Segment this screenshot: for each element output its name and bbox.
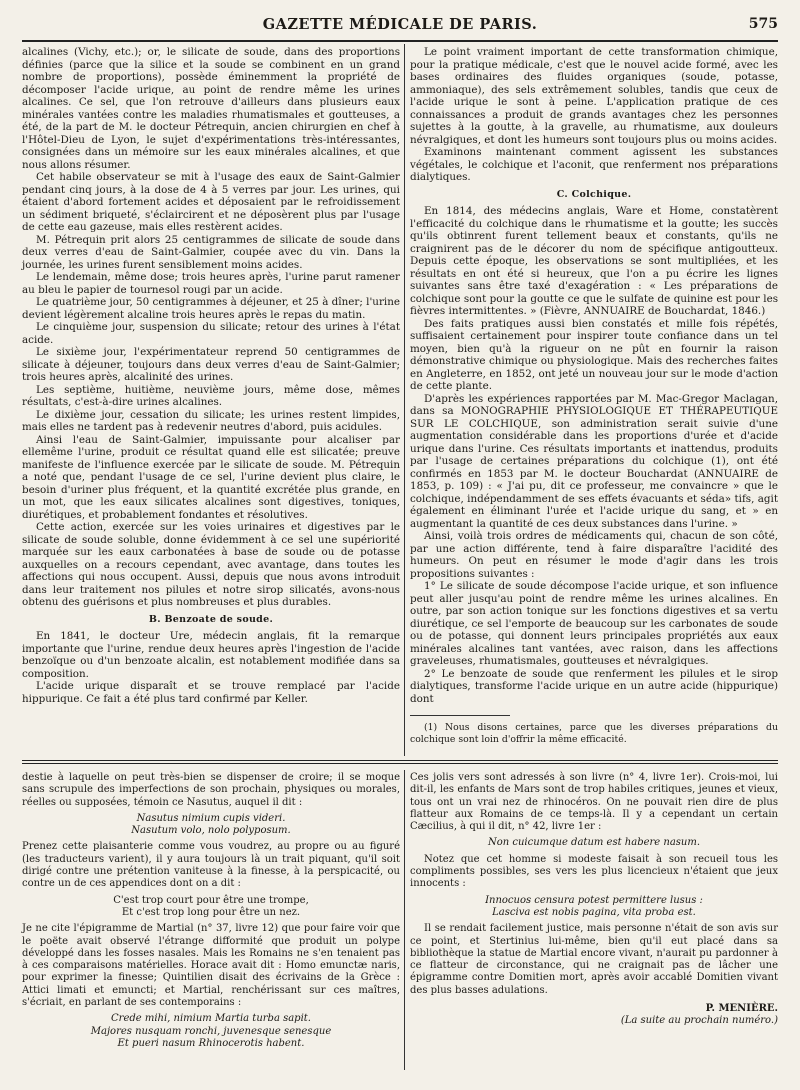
left-column (22, 46, 400, 705)
paragraph: Prenez cette plaisanterie comme vous voudrez, au propre ou au figuré (les traducteurs varient), il y aura toujours là un trait piquant, qu'il soit dirigé contre une prétention vaniteuse à la finesse, à la perspicacité, ou contre un de ces appendices dont on a dit : (22, 841, 400, 890)
paragraph: Ainsi l'eau de Saint-Galmier, impuissante pour alcaliser par ellemême l'urine, produit ce résultat quand elle est silicatée; preuve manifeste de l'influence exercée par le silicate de soude. M. Pétrequin a noté que, pendant l'usage de ce sel, l'urine devient plus claire, le besoin d'uriner plus fréquent, et la quantité excrétée plus grande, en un mot, que les eaux silicates alcalines sont digestives, toniques, diurétiques, et probablement fondantes et résolutives. (22, 433, 400, 521)
paragraph: M. Pétrequin prit alors 25 centigrammes de silicate de soude dans deux verres d'eau de Saint-Galmier, coupée avec du vin. Dans la journée, les urines furent sensiblement moins acides. (22, 233, 400, 271)
verse-line: Nasutum volo, nolo polyposum. (131, 825, 291, 837)
paragraph: Le dixième jour, cessation du silicate; les urines restent limpides, mais elles ne tardent pas à redevenir neutres d'abord, puis acidules. (22, 408, 400, 433)
paragraph: Cet habile observateur se mit à l'usage des eaux de Saint-Galmier pendant cinq jours, à la dose de 4 à 5 verres par jour. Les urines, qui étaient d'abord fortement acides et déposaient par le refroidissement un sédiment briqueté, s'éclaircirent et ne déposèrent plus par l'usage de cette eau gazeuse, mais elles restèrent acides. (22, 171, 400, 233)
paragraph: alcalines (Vichy, etc.); or, le silicate de soude, dans des proportions définies (parce que la silice et la soude se combinent en un grand nombre de proportions), possède éminemment la propriété de décomposer l'acide urique, au point de rendre même les urines alcalines. Ce sel, que l'on retrouve d'ailleurs dans plusieurs eaux minérales vantées contre les maladies rhumatismales et goutteuses, a été, de la part de M. le docteur Pétrequin, ancien chirurgien en chef à l'Hôtel-Dieu de Lyon, le sujet d'expérimentations très-intéressantes, consignées dans un mémoire sur les eaux minérales alcalines, et que nous allons résumer. (22, 46, 400, 171)
verse-line: Lasciva est nobis pagina, vita proba est. (492, 906, 696, 918)
author-signature: P. MENIÈRE. (705, 1003, 778, 1015)
paragraph: destie à laquelle on peut très-bien se dispenser de croire; il se moque sans scrupule des imperfections de son prochain, physiques ou morales, réelles ou supposées, témoin ce Nasutus, auquel il dit : (22, 772, 400, 808)
footnote: (1) Nous disons certaines, parce que les diverses préparations du colchique sont loin d'offrir la même efficacité. (410, 722, 778, 745)
paragraph: Le point vraiment important de cette transformation chimique, pour la pratique médicale, c'est que le nouvel acide formé, avec les bases ordinaires des fluides organiques (soude, potasse, ammoniaque), des sels extrêmement solubles, tandis que ceux de l'acide urique le sont à peine. L'application pratique de ces connaissances a produit de grands avantages chez les personnes sujettes à la goutte, à la gravelle, au rhumatisme, aux douleurs névralgiques, et dont les humeurs sont toujours plus ou moins acides. (410, 46, 778, 146)
paragraph: Les septième, huitième, neuvième jours, même dose, mêmes résultats, c'est-à-dire urines alcalines. (22, 383, 400, 408)
paragraph: Ces jolis vers sont adressés à son livre (n° 4, livre 1er). Crois-moi, lui dit-il, les enfants de Mars sont de trop habiles critiques, jeunes et vieux, tous ont un vrai nez de rhinocéros. On ne pouvait rien dire de plus flatteur aux Romains de ce temps-là. Il y a cependant un certain Cæcilius, à qui il dit, n° 42, livre 1er : (410, 772, 778, 833)
column-divider (404, 44, 405, 756)
paragraph: Le cinquième jour, suspension du silicate; retour des urines à l'état acide. (22, 321, 400, 346)
footnote-rule (410, 715, 510, 716)
verse-line: Et c'est trop long pour être un nez. (121, 906, 301, 918)
right-column (410, 46, 778, 745)
feuilleton-rule-top (22, 760, 778, 761)
paragraph: Il se rendait facilement justice, mais personne n'était de son avis sur ce point, et Stertinius lui-même, bien qu'il eut placé dans sa bibliothèque la statue de Martial encore vivant, n'aurait pu pardonner à ce flatteur de circonstance, qui ne craignait pas de lâcher une épigramme contre Domitien mort, après avoir accablé Domitien vivant des plus basses adulations. (410, 923, 778, 996)
verse-line: C'est trop court pour être une trompe, (113, 894, 309, 906)
paragraph: Cette action, exercée sur les voies urinaires et digestives par le silicate de soude soluble, donne évidemment à ce sel une supériorité marquée sur les eaux carbonatées à base de soude ou de potasse auxquelles on a recours cependant, avec avantage, dans toutes les affections qui nous occupent. Aussi, depuis que nous avons introduit dans leur traitement nos pilules et notre sirop silicatés, avons-nous obtenu des guérisons et plus nombreuses et plus durables. (22, 521, 400, 608)
verse-line: Nasutus nimium cupis videri. (136, 812, 286, 824)
feuilleton-left-column (22, 772, 400, 1054)
paragraph: Le lendemain, même dose; trois heures après, l'urine parut ramener au bleu le papier de tournesol rougi par un acide. (22, 271, 400, 296)
verse-line: Majores nusquam ronchi, juvenesque senesque (90, 1025, 332, 1037)
paragraph: Le quatrième jour, 50 centigrammes à déjeuner, et 25 à dîner; l'urine devient légèrement alcaline trois heures après le repas du matin. (22, 296, 400, 321)
journal-title: GAZETTE MÉDICALE DE PARIS. (262, 16, 538, 33)
section-heading-benzoate: B. Benzoate de soude. (148, 613, 274, 625)
feuilleton-rule-bottom (22, 763, 778, 764)
paragraph: En 1814, des médecins anglais, Ware et Home, constatèrent l'efficacité du colchique dans le rhumatisme et la goutte; les succès qu'ils obtinrent furent tellement beaux et constants, qu'ils ne craignirent pas de le décorer du nom de spécifique antigoutteux. Depuis cette époque, les observations se sont multipliées, et les résultats en ont été si heureux, que l'on a pu écrire les lignes suivantes sans être taxé d'exagération : « Les préparations de colchique sont pour la goutte ce que le sulfate de quinine est pour les fièvres intermittentes. » (Fièvre, ANNUAIRE de Bouchardat, 1846.) (410, 205, 778, 317)
paragraph: Examinons maintenant comment agissent les substances végétales, le colchique et l'aconit, que renferment nos préparations dialytiques. (410, 146, 778, 183)
paragraph: Je ne cite l'épigramme de Martial (n° 37, livre 12) que pour faire voir que le poëte avait observé l'étrange difformité que produit un polype développé dans les fosses nasales. Mais les Romains ne s'en tenaient pas à ces comparaisons matérielles. Horace avait dit : Homo emunctæ naris, pour exprimer la finesse; Quintilien disait des écrivains de la Grèce : Attici limati et emuncti; et Martial, renchérissant sur ces maîtres, s'écriait, en parlant de ses contemporains : (22, 923, 400, 1009)
verse-line: Crede mihi, nimium Martia turba sapit. (111, 1013, 311, 1025)
paragraph: L'acide urique disparaît et se trouve remplacé par l'acide hippurique. Ce fait a été plus tard confirmé par Keller. (22, 680, 400, 705)
paragraph: Des faits pratiques aussi bien constatés et mille fois répétés, suffisaient certainement pour inspirer toute confiance dans un tel moyen, bien qu'à la rigueur on ne pût en fournir la raison démonstrative chimique ou physiologique. Mais des recherches faites en Angleterre, en 1852, ont jeté un nouveau jour sur le mode d'action de cette plante. (410, 317, 778, 392)
verse-line: Innocuos censura potest permittere lusus : (485, 894, 703, 906)
continued-notice: (La suite au prochain numéro.) (620, 1015, 778, 1027)
section-heading-colchique: C. Colchique. (556, 188, 632, 200)
paragraph: 2° Le benzoate de soude que renferment les pilules et le sirop dialytiques, transforme l'acide urique en un autre acide (hippurique) dont (410, 667, 778, 705)
verse-line: Et pueri nasum Rhinocerotis habent. (117, 1037, 305, 1049)
paragraph: Ainsi, voilà trois ordres de médicaments qui, chacun de son côté, par une action différente, tend à faire disparaître l'acidité des humeurs. On peut en résumer le mode d'agir dans les trois propositions suivantes : (410, 530, 778, 580)
paragraph: D'après les expériences rapportées par M. Mac-Gregor Maclagan, dans sa MONOGRAPHIE PHYSIOLOGIQUE ET THÉRAPEUTIQUE SUR LE COLCHIQUE, son administration serait suivie d'une augmentation considérable dans les proportions d'urée et d'acide urique dans l'urine. Ces résultats importants et inattendus, produits par l'usage de certaines préparations du colchique (1), ont été confirmés en 1853 par M. le docteur Bouchardat (ANNUAIRE de 1853, p. 109) : « J'ai pu, dit ce professeur, me convaincre » que le colchique, indépendamment de ses effets évacuants et séda» tifs, agit également en éliminant l'urée et l'acide urique du sang, et » en augmentant la quantité de ces deux substances dans l'urine. » (410, 392, 778, 530)
paragraph: 1° Le silicate de soude décompose l'acide urique, et son influence peut aller jusqu'au point de rendre même les urines alcalines. En outre, par son action tonique sur les fonctions digestives et sa vertu diurétique, ce sel l'emporte de beaucoup sur les carbonates de soude ou de potasse, qui donnent leurs principales propriétés aux eaux minérales alcalines tant vantées, avec raison, dans les affections graveleuses, rhumatismales, goutteuses et névralgiques. (410, 580, 778, 667)
feuilleton-column-divider (404, 770, 405, 1070)
paragraph: En 1841, le docteur Ure, médecin anglais, fit la remarque importante que l'urine, rendue deux heures après l'ingestion de l'acide benzoïque ou d'un benzoate alcalin, est notablement modifiée dans sa composition. (22, 630, 400, 680)
paragraph: Le sixième jour, l'expérimentateur reprend 50 centigrammes de silicate à déjeuner, toujours dans deux verres d'eau de Saint-Galmier; trois heures après, alcalinité des urines. (22, 346, 400, 383)
feuilleton-right-column (410, 772, 778, 1028)
verse-line: Non cuicumque datum est habere nasum. (487, 837, 701, 849)
page-header (22, 10, 778, 42)
page-number: 575 (748, 16, 778, 32)
paragraph: Notez que cet homme si modeste faisait à son recueil tous les compliments possibles, ses vers les plus licencieux n'étaient que jeux innocents : (410, 853, 778, 890)
